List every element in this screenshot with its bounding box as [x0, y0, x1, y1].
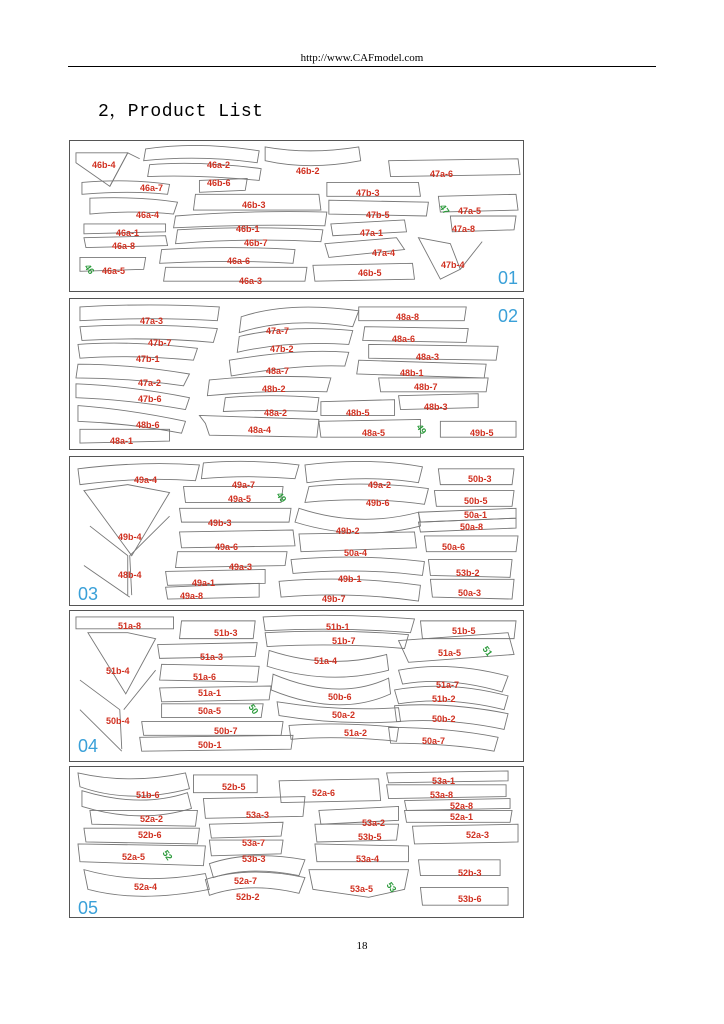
part-label: 53b-6 [458, 894, 482, 904]
part-label: 52a-8 [450, 801, 474, 811]
parts-sheet-02 [69, 298, 524, 450]
sheet-number: 02 [498, 306, 519, 326]
part-label: 51a-3 [200, 652, 224, 662]
part-label: 47b-5 [366, 210, 390, 220]
part-label: 52a-1 [450, 812, 474, 822]
part-label: 50b-5 [464, 496, 488, 506]
part-label: 46b-1 [236, 224, 260, 234]
sheet-number: 03 [78, 584, 99, 604]
sheet-01-group-mark: 46 [82, 262, 97, 277]
part-label: 50a-4 [344, 548, 368, 558]
part-label: 47b-4 [441, 260, 465, 270]
part-label: 46a-5 [102, 266, 126, 276]
sheet-04-group-mark: 50 [246, 702, 261, 717]
part-label: 49a-6 [215, 542, 239, 552]
part-label: 51b-2 [432, 694, 456, 704]
part-label: 52a-2 [140, 814, 164, 824]
header-url: http://www.CAFmodel.com [300, 52, 424, 64]
part-label: 50a-8 [460, 522, 484, 532]
part-label: 49b-2 [336, 526, 360, 536]
part-label: 47b-3 [356, 188, 380, 198]
part-label: 47b-1 [136, 354, 160, 364]
part-label: 49a-5 [228, 494, 252, 504]
part-label: 53a-3 [246, 810, 270, 820]
sheet-number: 04 [78, 736, 99, 756]
part-label: 46b-5 [358, 268, 382, 278]
part-label: 49a-2 [368, 480, 392, 490]
page-title: 2，Product List [98, 102, 264, 122]
part-label: 50a-1 [464, 510, 488, 520]
part-label: 49a-8 [180, 591, 204, 601]
part-label: 48a-3 [416, 352, 440, 362]
part-label: 46b-2 [296, 166, 320, 176]
part-label: 49b-1 [338, 574, 362, 584]
part-label: 52a-3 [466, 830, 490, 840]
part-label: 53a-7 [242, 838, 266, 848]
part-label: 53a-4 [356, 854, 380, 864]
part-label: 46b-3 [242, 200, 266, 210]
part-label: 53b-5 [358, 832, 382, 842]
part-label: 47a-5 [458, 206, 482, 216]
part-label: 52b-3 [458, 868, 482, 878]
part-label: 48b-7 [414, 382, 438, 392]
part-label: 53a-1 [432, 776, 456, 786]
part-label: 49a-7 [232, 480, 256, 490]
part-label: 51b-6 [136, 790, 160, 800]
part-label: 50a-3 [458, 588, 482, 598]
part-label: 47a-6 [430, 169, 454, 179]
part-label: 48a-4 [248, 425, 272, 435]
part-label: 46a-8 [112, 241, 136, 251]
part-label: 48b-6 [136, 420, 160, 430]
header-rule [68, 66, 656, 67]
part-label: 49b-6 [366, 498, 390, 508]
part-label: 48b-2 [262, 384, 286, 394]
part-label: 52b-6 [138, 830, 162, 840]
part-label: 48a-1 [110, 436, 134, 446]
part-label: 50a-5 [198, 706, 222, 716]
part-label: 51b-7 [332, 636, 356, 646]
part-label: 47b-7 [148, 338, 172, 348]
part-label: 52a-5 [122, 852, 146, 862]
part-label: 47a-2 [138, 378, 162, 388]
part-label: 52b-2 [236, 892, 260, 902]
sheet-05-group-mark: 52 [160, 848, 175, 863]
part-label: 47b-2 [270, 344, 294, 354]
part-label: 47a-1 [360, 228, 384, 238]
part-label: 53b-2 [456, 568, 480, 578]
part-label: 53b-3 [242, 854, 266, 864]
part-label: 53a-5 [350, 884, 374, 894]
parts-sheet-04 [69, 610, 524, 762]
part-label: 46a-6 [227, 256, 251, 266]
parts-sheet-03 [69, 456, 524, 606]
part-label: 46a-4 [136, 210, 160, 220]
part-label: 48a-6 [392, 334, 416, 344]
part-label: 49a-4 [134, 475, 158, 485]
part-label: 50b-4 [106, 716, 130, 726]
part-label: 47b-6 [138, 394, 162, 404]
parts-sheet-01 [69, 140, 524, 292]
part-label: 51a-4 [314, 656, 338, 666]
part-label: 49a-1 [192, 578, 216, 588]
part-label: 51b-5 [452, 626, 476, 636]
part-label: 51b-4 [106, 666, 130, 676]
part-label: 50b-7 [214, 726, 238, 736]
sheet-03-group-mark: 49 [274, 490, 289, 505]
sheet-number: 05 [78, 898, 99, 918]
page-number: 18 [356, 940, 368, 952]
part-label: 47a-8 [452, 224, 476, 234]
part-label: 48a-8 [396, 312, 420, 322]
part-label: 46b-6 [207, 178, 231, 188]
part-label: 47a-4 [372, 248, 396, 258]
sheet-04-group-mark: 51 [480, 644, 495, 659]
part-label: 50a-6 [442, 542, 466, 552]
part-label: 51b-3 [214, 628, 238, 638]
part-label: 46a-2 [207, 160, 231, 170]
part-label: 51a-6 [193, 672, 217, 682]
part-label: 51a-5 [438, 648, 462, 658]
sheet-number: 01 [498, 268, 519, 288]
part-label: 48b-4 [118, 570, 142, 580]
part-label: 52a-6 [312, 788, 336, 798]
part-label: 51a-7 [436, 680, 460, 690]
sheet-02-group-mark: 49 [414, 422, 429, 437]
part-label: 49b-7 [322, 594, 346, 604]
part-label: 50b-1 [198, 740, 222, 750]
part-label: 49b-4 [118, 532, 142, 542]
part-label: 48b-1 [400, 368, 424, 378]
part-label: 52a-4 [134, 882, 158, 892]
part-label: 46a-7 [140, 183, 164, 193]
part-label: 50b-3 [468, 474, 492, 484]
part-label: 50a-2 [332, 710, 356, 720]
part-label: 49b-3 [208, 518, 232, 528]
part-label: 48a-2 [264, 408, 288, 418]
part-label: 53a-8 [430, 790, 454, 800]
part-label: 49a-3 [229, 562, 253, 572]
part-label: 51a-2 [344, 728, 368, 738]
part-label: 50b-2 [432, 714, 456, 724]
part-label: 48a-7 [266, 366, 290, 376]
part-label: 53a-2 [362, 818, 386, 828]
part-label: 46b-4 [92, 160, 116, 170]
part-label: 48a-5 [362, 428, 386, 438]
part-label: 46b-7 [244, 238, 268, 248]
part-label: 47a-3 [140, 316, 164, 326]
part-label: 46a-1 [116, 228, 140, 238]
part-label: 52b-5 [222, 782, 246, 792]
part-label: 52a-7 [234, 876, 258, 886]
part-label: 50a-7 [422, 736, 446, 746]
parts-sheet-05 [69, 766, 524, 918]
part-label: 51a-8 [118, 621, 142, 631]
part-label: 51a-1 [198, 688, 222, 698]
part-label: 47a-7 [266, 326, 290, 336]
part-label: 46a-3 [239, 276, 263, 286]
sheet-01-group-mark: 47 [437, 202, 452, 217]
part-label: 51b-1 [326, 622, 350, 632]
part-label: 48b-5 [346, 408, 370, 418]
part-label: 50b-6 [328, 692, 352, 702]
part-label: 49b-5 [470, 428, 494, 438]
part-label: 48b-3 [424, 402, 448, 412]
sheet-05-group-mark: 53 [384, 880, 399, 895]
